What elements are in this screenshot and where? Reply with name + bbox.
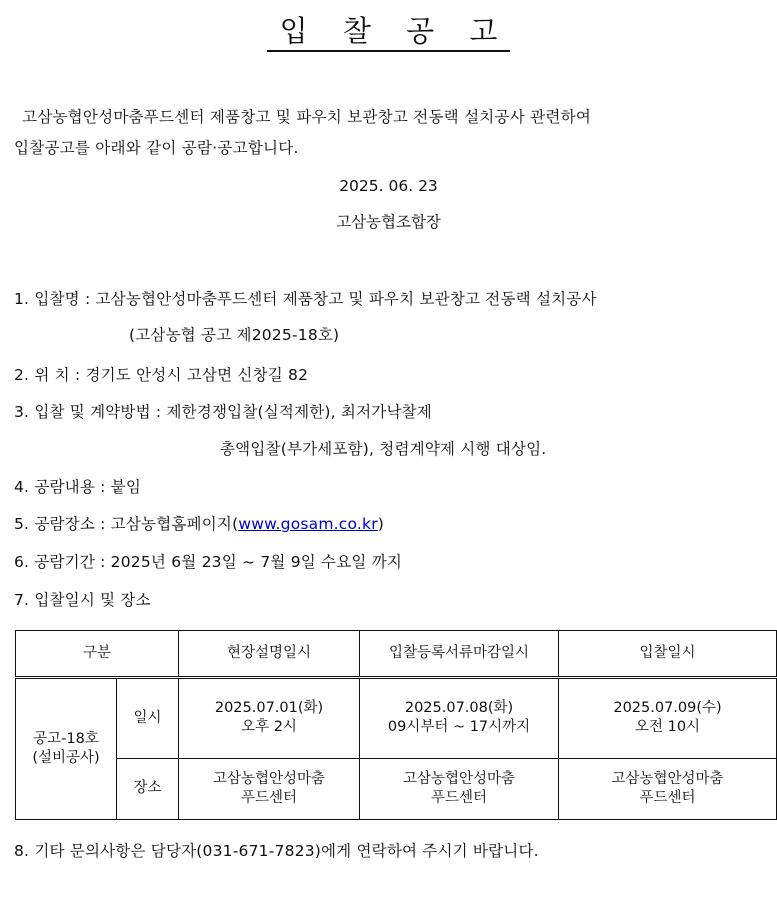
table-cell-reg-datetime [360, 678, 559, 758]
table-cell-site-place [179, 758, 360, 819]
table-header-category: 구분 [16, 631, 179, 678]
item-place [14, 514, 384, 534]
table-header-row [16, 631, 777, 678]
table-cell-line: 고삼농협안성마춤 [402, 770, 516, 787]
table-cell-line: 푸드센터 [241, 789, 298, 806]
table-cell-line: 2025.07.09(수) [613, 700, 722, 717]
table-cell-bid-datetime [559, 678, 777, 758]
homepage-link[interactable]: www.gosam.co.kr [238, 515, 378, 533]
table-header-site-briefing: 현장설명일시 [179, 631, 360, 678]
table-cell-line: 푸드센터 [431, 789, 488, 806]
table-group-label [16, 678, 117, 820]
intro-line-1: 고삼농협안성마춤푸드센터 제품창고 및 파우치 보관창고 전동랙 설치공사 관련하여 [22, 108, 592, 126]
table-cell-line: 09시부터 ~ 17시까지 [387, 719, 531, 736]
table-cell-line: 2025.07.01(화) [214, 700, 324, 717]
item-contract-method-cont: 총액입찰(부가세포함), 청렴계약제 시행 대상임. [220, 440, 547, 458]
item-period: 6. 공람기간 : 2025년 6월 23일 ~ 7월 9일 수요일 까지 [14, 553, 403, 571]
item-contact: 8. 기타 문의사항은 담당자(031-671-7823)에게 연락하여 주시기 바랍니다. [14, 842, 539, 860]
item-schedule-heading: 7. 입찰일시 및 장소 [14, 591, 151, 609]
item-place-prefix: 5. 공람장소 : 고삼농협홈페이지( [14, 515, 239, 533]
item-location: 2. 위 치 : 경기도 안성시 고삼면 신창길 82 [14, 366, 309, 384]
item-contents: 4. 공람내용 : 붙임 [14, 478, 142, 496]
schedule-table [15, 630, 777, 820]
table-group-label-line1: 공고-18호 [33, 731, 99, 748]
table-cell-site-datetime [179, 678, 360, 758]
table-row-datetime [16, 678, 777, 758]
table-row-place [16, 758, 777, 819]
table-cell-bid-place [559, 758, 777, 819]
table-group-label-line2: (설비공사) [32, 750, 100, 767]
table-cell-line: 푸드센터 [639, 789, 696, 806]
item-place-suffix: ) [377, 515, 385, 533]
table-cell-line: 오전 10시 [634, 719, 701, 736]
table-cell-line: 오후 2시 [241, 719, 297, 736]
table-row-label-datetime: 일시 [117, 678, 179, 758]
notice-date: 2025. 06. 23 [339, 177, 438, 195]
item-bid-name: 1. 입찰명 : 고삼농협안성마춤푸드센터 제품창고 및 파우치 보관창고 전동랙 설치공사 [14, 290, 597, 308]
item-contract-method: 3. 입찰 및 계약방법 : 제한경쟁입찰(실적제한), 최저가낙찰제 [14, 403, 432, 421]
intro-line-2: 입찰공고를 아래와 같이 공람·공고합니다. [14, 139, 299, 157]
table-row-label-place: 장소 [117, 758, 179, 819]
page-title-wrap [0, 14, 777, 52]
table-header-bid-datetime: 입찰일시 [559, 631, 777, 678]
table-cell-line: 고삼농협안성마춤 [212, 770, 326, 787]
table-header-registration-deadline: 입찰등록서류마감일시 [360, 631, 559, 678]
page-title: 입 찰 공 고 [267, 14, 511, 52]
issuer: 고삼농협조합장 [336, 213, 441, 231]
item-bid-number: (고삼농협 공고 제2025-18호) [129, 326, 340, 344]
table-cell-line: 고삼농협안성마춤 [611, 770, 724, 787]
table-cell-line: 2025.07.08(화) [404, 700, 514, 717]
table-cell-reg-place [360, 758, 559, 819]
